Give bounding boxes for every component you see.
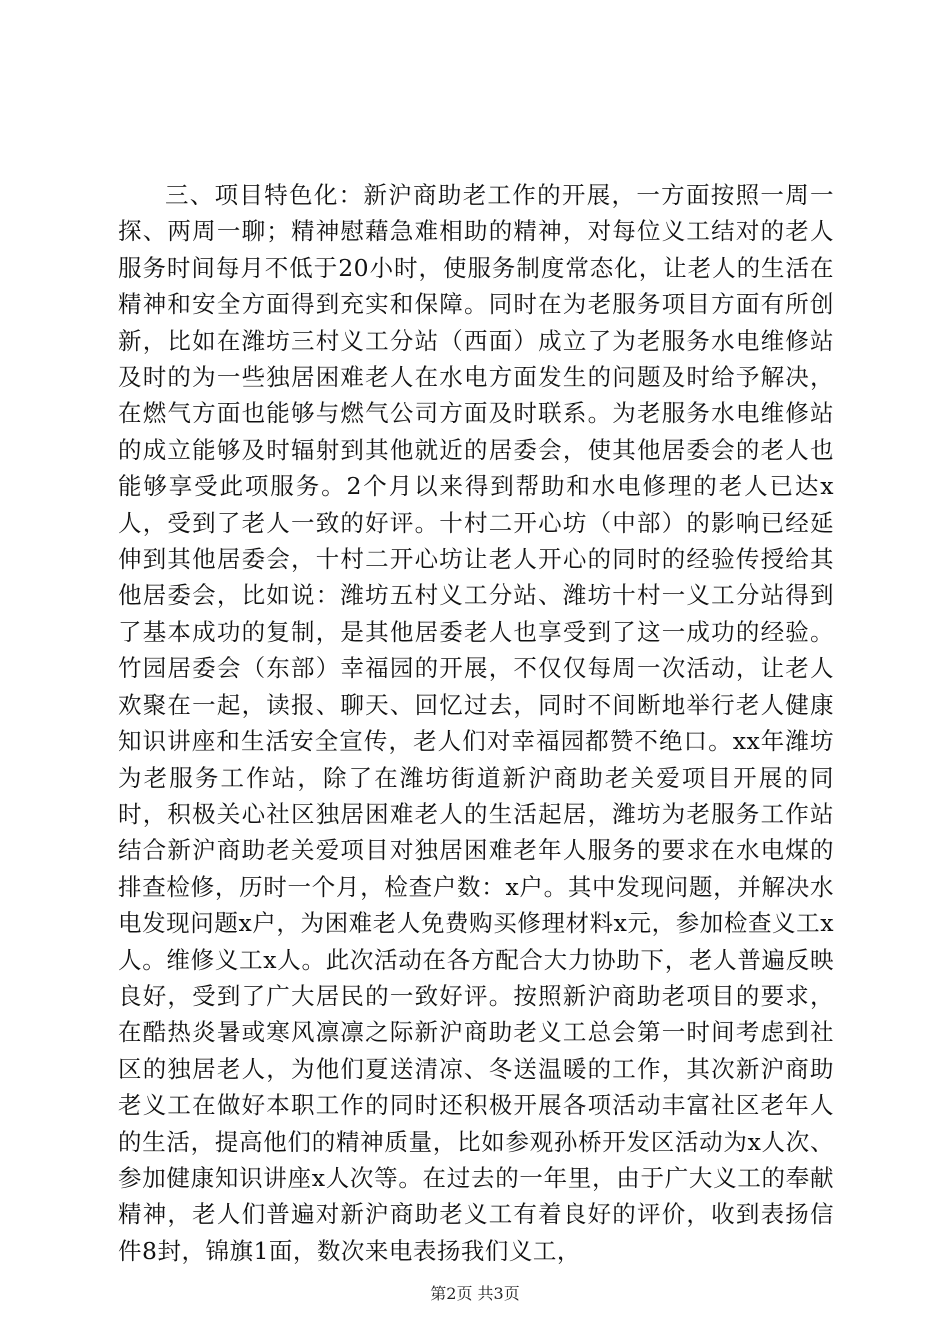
page-footer: 第2页 共3页	[430, 1284, 520, 1303]
body-paragraph: 三、项目特色化：新沪商助老工作的开展，一方面按照一周一探、两周一聊；精神慰藉急难相助的精神，对每位义工结对的老人服务时间每月不低于20小时，使服务制度常态化，让老人的生活在精神和安全方面得到充实和保障。同时在为老服务项目方面有所创新，比如在潍坊三村义工分站（西面）成立了为老服务水电维修站及时的为一些独居困难老人在水电方面发生的问题及时给予解决，在燃气方面也能够与燃气公司方面及时联系。为老服务水电维修站的成立能够及时辐射到其他就近的居委会，使其他居委会的老人也能够享受此项服务。2个月以来得到帮助和水电修理的老人已达x人，受到了老人一致的好评。十村二开心坊（中部）的影响已经延伸到其他居委会，十村二开心坊让老人开心的同时的经验传授给其他居委会，比如说：潍坊五村义工分站、潍坊十村一义工分站得到了基本成功的复制，是其他居委老人也享受到了这一成功的经验。竹园居委会（东部）幸福园的开展，不仅仅每周一次活动，让老人欢聚在一起，读报、聊天、回忆过去，同时不间断地举行老人健康知识讲座和生活安全宣传，老人们对幸福园都赞不绝口。xx年潍坊为老服务工作站，除了在潍坊街道新沪商助老关爱项目开展的同时，积极关心社区独居困难老人的生活起居，潍坊为老服务工作站结合新沪商助老关爱项目对独居困难老年人服务的要求在水电煤的排查检修，历时一个月，检查户数：x户。其中发现问题，并解决水电发现问题x户，为困难老人免费购买修理材料x元，参加检查义工x人。维修义工x人。此次活动在各方配合大力协助下，老人普遍反映良好，受到了广大居民的一致好评。按照新沪商助老项目的要求，在酷热炎暑或寒风凛凛之际新沪商助老义工总会第一时间考虑到社区的独居老人，为他们夏送清凉、冬送温暖的工作，其次新沪商助老义工在做好本职工作的同时还积极开展各项活动丰富社区老年人的生活，提高他们的精神质量，比如参观孙桥开发区活动为x人次、参加健康知识讲座x人次等。在过去的一年里，由于广大义工的奉献精神，老人们普遍对新沪商助老义工有着良好的评价，收到表扬信件8封，锦旗1面，数次来电表扬我们义工，	[118, 181, 834, 1265]
